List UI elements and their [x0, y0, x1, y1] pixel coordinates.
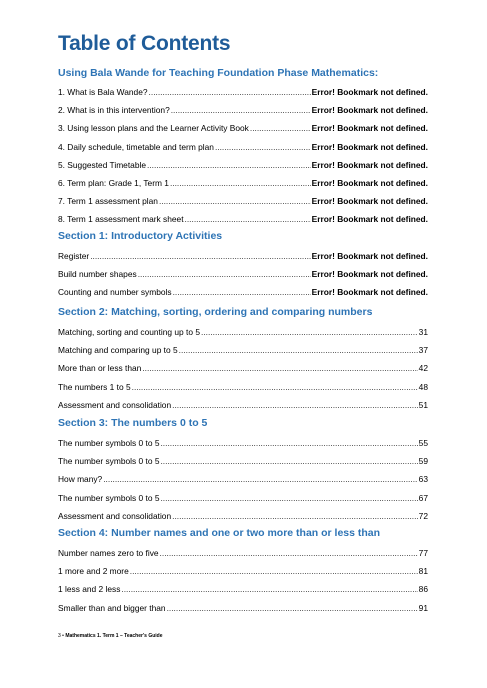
toc-entry-page: 91	[418, 602, 428, 613]
toc-entry-page: Error! Bookmark not defined.	[311, 287, 428, 298]
toc-entry[interactable]	[58, 492, 428, 504]
footer-text: Mathematics 1. Term 1 – Teacher's Guide	[65, 633, 163, 639]
toc-entry-label: Matching and comparing up to 5	[58, 345, 178, 356]
toc-entry-page: 67	[418, 492, 428, 503]
toc-entry[interactable]	[58, 177, 428, 189]
toc-entry-page: 81	[418, 566, 428, 577]
toc-dot-leader	[172, 510, 418, 522]
toc-entry[interactable]	[58, 437, 428, 449]
toc-dot-leader	[121, 583, 417, 595]
toc-entry[interactable]	[58, 326, 428, 338]
section-heading: Section 2: Matching, sorting, ordering and comparing numbers	[58, 306, 373, 318]
toc-entry-page: 77	[418, 548, 428, 558]
toc-entry-page: 42	[418, 363, 428, 374]
toc-entry-label: How many?	[58, 474, 103, 485]
toc-entry[interactable]	[58, 602, 428, 614]
toc-entry-label: 8. Term 1 assessment mark sheet	[58, 214, 184, 225]
toc-dot-leader	[103, 473, 417, 485]
toc-dot-leader	[170, 177, 311, 189]
toc-entry[interactable]	[58, 250, 428, 262]
toc-entry-label: 1 less and 2 less	[58, 584, 121, 595]
toc-entry[interactable]	[58, 362, 428, 374]
toc-entry-label: Assessment and consolidation	[58, 510, 172, 521]
section-heading: Section 4: Number names and one or two more than or less than	[58, 527, 381, 539]
toc-entry-label: 2. What is in this intervention?	[58, 105, 170, 116]
toc-entry-page: Error! Bookmark not defined.	[311, 178, 428, 188]
toc-entry-label: 1 more and 2 more	[58, 566, 129, 577]
toc-entry-label: The numbers 1 to 5	[58, 381, 131, 392]
toc-entry-label: Register	[58, 251, 90, 261]
toc-dot-leader	[149, 86, 311, 98]
toc-dot-leader	[159, 195, 311, 207]
toc-entry-page: 63	[418, 474, 428, 485]
toc-entry-page: Error! Bookmark not defined.	[311, 196, 428, 207]
toc-entry-label: The number symbols 0 to 5	[58, 438, 160, 448]
page-title: Table of Contents	[58, 32, 231, 55]
toc-dot-leader	[160, 437, 417, 449]
toc-entry[interactable]	[58, 195, 428, 207]
toc-dot-leader	[201, 326, 418, 338]
toc-entry-label: More than or less than	[58, 363, 142, 374]
toc-entry-label: Assessment and consolidation	[58, 399, 172, 410]
toc-entry-label: Matching, sorting and counting up to 5	[58, 327, 201, 337]
toc-entry-label: 7. Term 1 assessment plan	[58, 196, 158, 207]
toc-entry-page: 59	[418, 456, 428, 467]
toc-entry[interactable]	[58, 473, 428, 485]
toc-entry[interactable]	[58, 268, 428, 280]
toc-entry-page: Error! Bookmark not defined.	[311, 159, 428, 170]
toc-entry-label: 5. Suggested Timetable	[58, 159, 146, 170]
toc-entry[interactable]	[58, 565, 428, 577]
toc-dot-leader	[160, 547, 418, 559]
toc-entry-label: 4. Daily schedule, timetable and term plan	[58, 141, 214, 152]
page-footer	[58, 633, 162, 639]
toc-dot-leader	[250, 122, 311, 134]
toc-entry[interactable]	[58, 141, 428, 153]
toc-entry[interactable]	[58, 547, 428, 559]
toc-dot-leader	[171, 104, 311, 116]
toc-entry-page: Error! Bookmark not defined.	[311, 87, 428, 97]
section-heading: Section 3: The numbers 0 to 5	[58, 417, 208, 429]
toc-entry[interactable]	[58, 86, 428, 98]
section-heading: Section 1: Introductory Activities	[58, 230, 223, 242]
toc-dot-leader	[167, 602, 418, 614]
toc-entry-label: The number symbols 0 to 5	[58, 456, 160, 467]
toc-entry-page: 48	[418, 381, 428, 392]
toc-entry-label: Counting and number symbols	[58, 287, 172, 298]
toc-entry[interactable]	[58, 159, 428, 171]
toc-dot-leader	[179, 344, 418, 356]
toc-entry-page: 51	[418, 399, 428, 410]
toc-dot-leader	[215, 141, 311, 153]
toc-entry-page: 55	[418, 438, 428, 448]
toc-entry-page: Error! Bookmark not defined.	[311, 214, 428, 225]
toc-entry-label: 3. Using lesson plans and the Learner Activity Book	[58, 123, 249, 134]
toc-dot-leader	[138, 268, 311, 280]
toc-entry-page: 31	[418, 327, 428, 337]
toc-entry[interactable]	[58, 455, 428, 467]
toc-dot-leader	[185, 213, 311, 225]
toc-entry[interactable]	[58, 104, 428, 116]
toc-dot-leader	[132, 381, 418, 393]
toc-entry-label: Smaller than and bigger than	[58, 602, 166, 613]
toc-entry[interactable]	[58, 122, 428, 134]
toc-entry[interactable]	[58, 286, 428, 298]
toc-entry-label: The number symbols 0 to 5	[58, 492, 160, 503]
toc-dot-leader	[142, 362, 417, 374]
toc-entry-page: Error! Bookmark not defined.	[311, 251, 428, 261]
toc-dot-leader	[172, 399, 418, 411]
toc-dot-leader	[90, 250, 310, 262]
toc-entry-page: Error! Bookmark not defined.	[311, 269, 428, 280]
toc-entry[interactable]	[58, 510, 428, 522]
toc-entry[interactable]	[58, 213, 428, 225]
toc-entry-label: Build number shapes	[58, 269, 137, 280]
toc-entry[interactable]	[58, 344, 428, 356]
toc-dot-leader	[160, 455, 417, 467]
toc-entry-label: Number names zero to five	[58, 548, 159, 558]
section-heading: Using Bala Wande for Teaching Foundation Phase Mathematics:	[58, 67, 379, 79]
toc-entry-page: Error! Bookmark not defined.	[311, 141, 428, 152]
toc-entry[interactable]	[58, 399, 428, 411]
toc-entry[interactable]	[58, 381, 428, 393]
toc-entry-page: Error! Bookmark not defined.	[311, 105, 428, 116]
toc-dot-leader	[173, 286, 311, 298]
toc-entry-page: Error! Bookmark not defined.	[311, 123, 428, 134]
toc-entry-label: 6. Term plan: Grade 1, Term 1	[58, 178, 169, 188]
toc-entry-page: 86	[418, 584, 428, 595]
toc-dot-leader	[160, 492, 417, 504]
footer-page-number: 3	[58, 633, 61, 639]
toc-entry[interactable]	[58, 583, 428, 595]
toc-dot-leader	[147, 159, 311, 171]
toc-dot-leader	[130, 565, 418, 577]
footer-separator: •	[62, 633, 64, 639]
toc-entry-page: 37	[418, 345, 428, 356]
toc-entry-page: 72	[418, 510, 428, 521]
toc-entry-label: 1. What is Bala Wande?	[58, 87, 148, 97]
